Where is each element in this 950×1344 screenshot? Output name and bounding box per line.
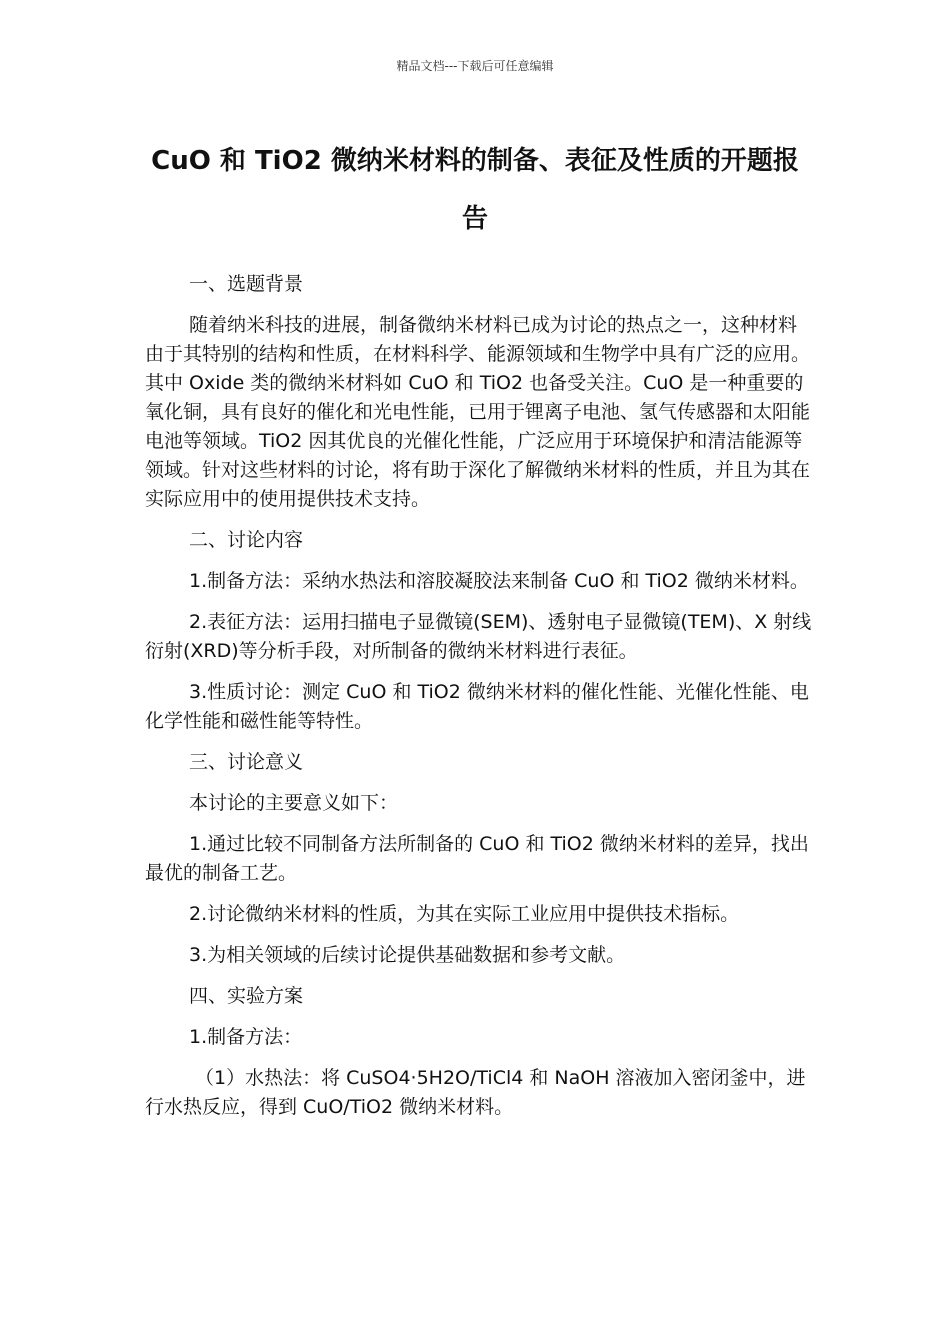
document-title: CuO 和 TiO2 微纳米材料的制备、表征及性质的开题报告: [151, 146, 799, 234]
section-heading-significance: 三、讨论意义: [189, 751, 304, 773]
paragraph-hydrothermal: （1）水热法：将 CuSO4·5H2O/TiCl4 和 NaOH 溶液加入密闭釜中，进行水热反应，得到 CuO/TiO2 微纳米材料。: [145, 1067, 806, 1118]
document-body: [145, 270, 815, 1134]
header-note: 精品文档---下载后可任意编辑: [396, 59, 554, 73]
paragraph-background: 随着纳米科技的进展，制备微纳米材料已成为讨论的热点之一，这种材料由于其特别的结构和性质，在材料科学、能源领域和生物学中具有广泛的应用。其中 Oxide 类的微纳米材料如 CuO 和 TiO2 也备受关注。CuO 是一种重要的氧化铜，具有良好的催化和光电性能，已用于锂离子电池、氢气传感器和太阳能电池等领域。TiO2 因其优良的光催化性能，广泛应用于环境保护和清洁能源等领域。针对这些材料的讨论，将有助于深化了解微纳米材料的性质，并且为其在实际应用中的使用提供技术支持。: [145, 314, 811, 510]
paragraph-significance-2: 2.讨论微纳米材料的性质，为其在实际工业应用中提供技术指标。: [189, 903, 740, 925]
paragraph-significance-1: 1.通过比较不同制备方法所制备的 CuO 和 TiO2 微纳米材料的差异，找出最优的制备工艺。: [145, 833, 809, 884]
paragraph-experiment-method: 1.制备方法：: [189, 1026, 303, 1048]
section-heading-background: 一、选题背景: [189, 273, 304, 295]
paragraph-property-study: 3.性质讨论：测定 CuO 和 TiO2 微纳米材料的催化性能、光催化性能、电化学性能和磁性能等特性。: [145, 681, 809, 732]
paragraph-characterization-method: 2.表征方法：运用扫描电子显微镜(SEM)、透射电子显微镜(TEM)、X 射线衍射(XRD)等分析手段，对所制备的微纳米材料进行表征。: [145, 611, 812, 662]
paragraph-significance-3: 3.为相关领域的后续讨论提供基础数据和参考文献。: [189, 944, 626, 966]
paragraph-significance-intro: 本讨论的主要意义如下：: [189, 792, 399, 814]
paragraph-preparation-method: 1.制备方法：采纳水热法和溶胶凝胶法来制备 CuO 和 TiO2 微纳米材料。: [189, 570, 809, 592]
section-heading-experiment: 四、实验方案: [189, 985, 304, 1007]
section-heading-content: 二、讨论内容: [189, 529, 304, 551]
